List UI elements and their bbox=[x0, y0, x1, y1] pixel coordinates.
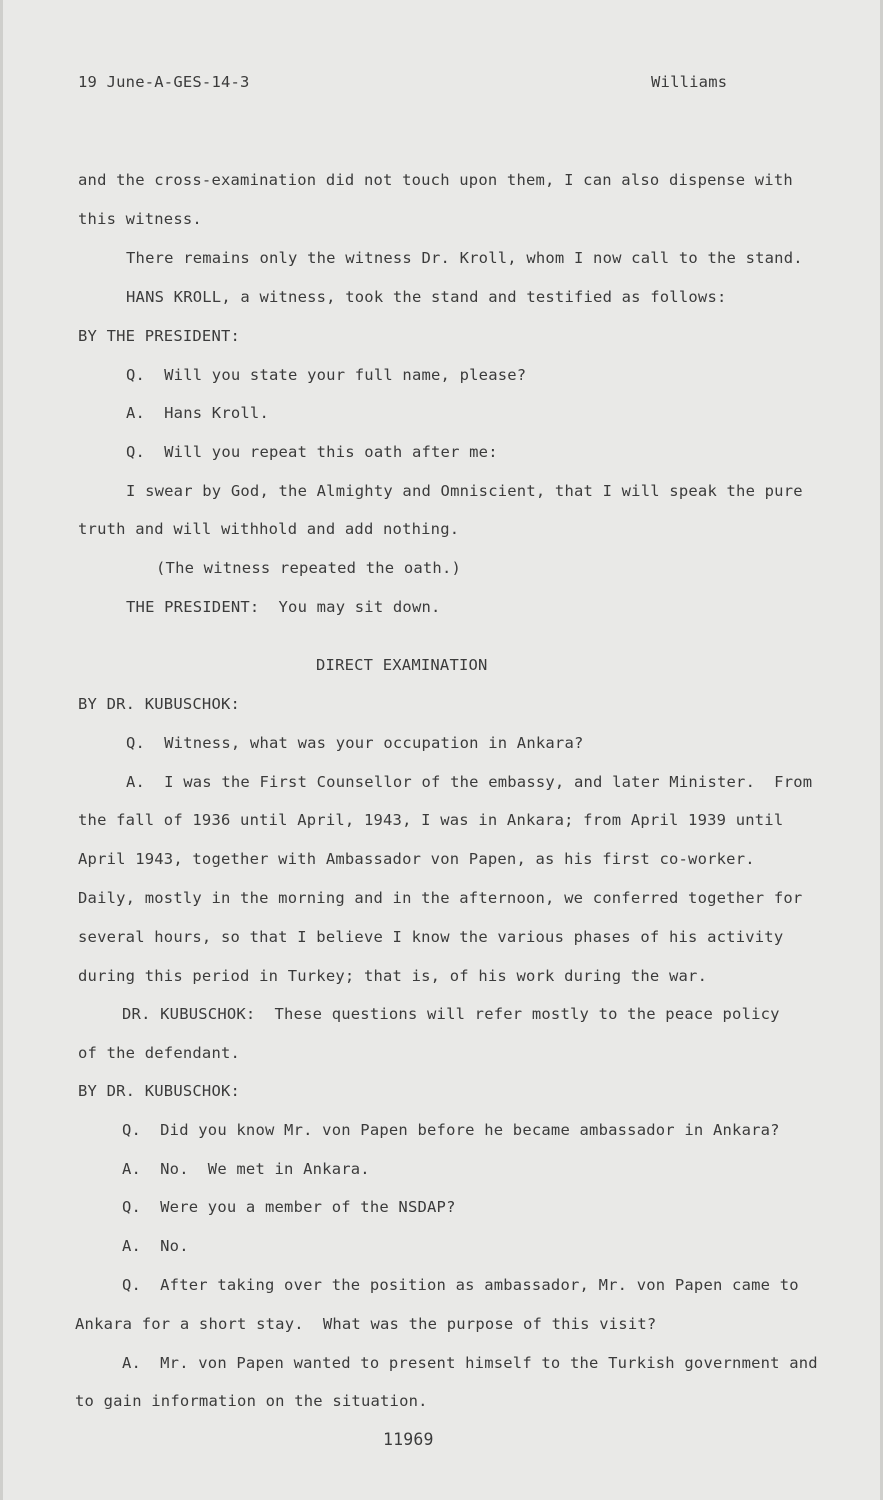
text-line: to gain information on the situation. bbox=[75, 1392, 428, 1410]
question-line: Q. Witness, what was your occupation in Ankara? bbox=[126, 734, 584, 752]
oath-line: truth and will withhold and add nothing. bbox=[78, 520, 460, 538]
question-line: Q. Were you a member of the NSDAP? bbox=[122, 1198, 456, 1216]
speaker-heading: BY THE PRESIDENT: bbox=[78, 327, 241, 345]
question-line: Q. After taking over the position as ambassador, Mr. von Papen came to bbox=[122, 1276, 799, 1294]
header-reference: 19 June-A-GES-14-3 bbox=[78, 73, 250, 91]
section-heading: DIRECT EXAMINATION bbox=[316, 656, 488, 674]
stage-direction: (The witness repeated the oath.) bbox=[156, 559, 462, 577]
text-line: Daily, mostly in the morning and in the afternoon, we conferred together for bbox=[78, 889, 803, 907]
text-line: DR. KUBUSCHOK: These questions will refer mostly to the peace policy bbox=[122, 1005, 780, 1023]
text-line: this witness. bbox=[78, 210, 202, 228]
text-line: There remains only the witness Dr. Kroll, whom I now call to the stand. bbox=[126, 249, 803, 267]
text-line: THE PRESIDENT: You may sit down. bbox=[126, 598, 441, 616]
text-line: and the cross-examination did not touch upon them, I can also dispense with bbox=[78, 171, 793, 189]
answer-line: A. Hans Kroll. bbox=[126, 404, 269, 422]
question-line: Q. Did you know Mr. von Papen before he became ambassador in Ankara? bbox=[122, 1121, 780, 1139]
text-line: the fall of 1936 until April, 1943, I was in Ankara; from April 1939 until bbox=[78, 811, 784, 829]
page-number: 11969 bbox=[383, 1430, 434, 1449]
text-line: April 1943, together with Ambassador von Papen, as his first co-worker. bbox=[78, 850, 755, 868]
text-line: HANS KROLL, a witness, took the stand and testified as follows: bbox=[126, 288, 727, 306]
answer-line: A. No. We met in Ankara. bbox=[122, 1160, 370, 1178]
question-line: Q. Will you state your full name, please? bbox=[126, 366, 527, 384]
text-line: of the defendant. bbox=[78, 1044, 241, 1062]
speaker-heading: BY DR. KUBUSCHOK: bbox=[78, 695, 241, 713]
answer-line: A. Mr. von Papen wanted to present himself to the Turkish government and bbox=[122, 1354, 818, 1372]
text-line: during this period in Turkey; that is, of his work during the war. bbox=[78, 967, 708, 985]
text-line: Ankara for a short stay. What was the purpose of this visit? bbox=[75, 1315, 657, 1333]
header-name: Williams bbox=[651, 73, 728, 91]
answer-line: A. No. bbox=[122, 1237, 189, 1255]
speaker-heading: BY DR. KUBUSCHOK: bbox=[78, 1082, 241, 1100]
question-line: Q. Will you repeat this oath after me: bbox=[126, 443, 498, 461]
answer-line: A. I was the First Counsellor of the embassy, and later Minister. From bbox=[126, 773, 813, 791]
text-line: several hours, so that I believe I know the various phases of his activity bbox=[78, 928, 784, 946]
oath-line: I swear by God, the Almighty and Omniscient, that I will speak the pure bbox=[126, 482, 803, 500]
